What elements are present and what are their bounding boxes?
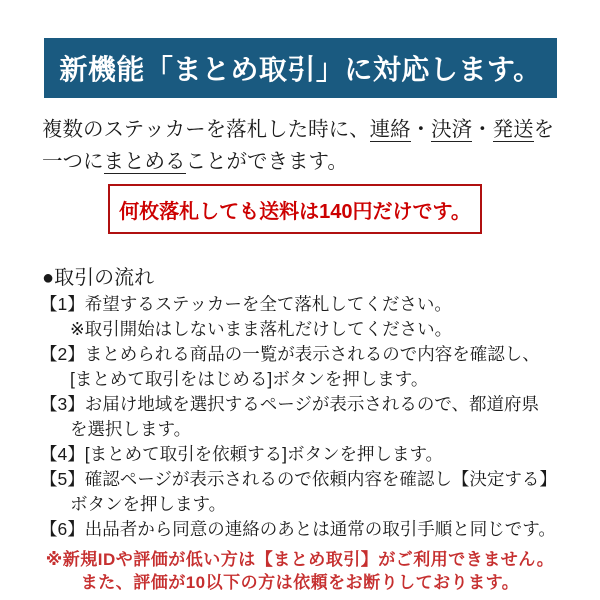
text-segment: 複数のステッカーを落札した時に、 bbox=[42, 118, 370, 141]
flow-step-line: 【6】出品者から同意の連絡のあとは通常の取引手順と同じです。 bbox=[40, 519, 556, 539]
text-segment: ・ bbox=[410, 118, 432, 141]
underlined-text: 連絡 bbox=[369, 118, 411, 141]
flow-step-line: ※取引開始はしないまま落札だけしてください。 bbox=[70, 319, 453, 339]
text-segment: ・ bbox=[472, 118, 493, 141]
notice-page bbox=[0, 38, 600, 600]
underlined-text: 決済 bbox=[431, 118, 473, 141]
restriction-note bbox=[0, 549, 600, 594]
note-line-2: また、評価が10以下の方は依頼をお断りしております。 bbox=[80, 572, 520, 592]
underlined-text: まとめる bbox=[103, 150, 186, 173]
shipping-fee-box bbox=[108, 184, 482, 234]
banner-title: 新機能「まとめ取引」に対応します。 bbox=[59, 54, 542, 85]
flow-step-line: 【2】まとめられる商品の一覧が表示されるので内容を確認し、 bbox=[40, 344, 540, 364]
note-line-1: ※新規IDや評価が低い方は【まとめ取引】がご利用できません。 bbox=[45, 550, 555, 569]
header-banner bbox=[44, 38, 557, 98]
intro-paragraph bbox=[42, 114, 600, 178]
intro-line-1 bbox=[42, 114, 600, 146]
shipping-fee-text: 何枚落札しても送料は140円だけです。 bbox=[119, 200, 471, 223]
underlined-text: 発送 bbox=[492, 118, 534, 141]
flow-steps bbox=[0, 292, 600, 542]
flow-step-line: 【4】[まとめて取引を依頼する]ボタンを押します。 bbox=[40, 444, 444, 464]
text-segment: を bbox=[533, 118, 555, 141]
flow-step-line: を選択します。 bbox=[70, 419, 192, 439]
flow-step-line: 【5】確認ページが表示されるので依頼内容を確認し【決定する】 bbox=[40, 469, 557, 489]
text-segment: 一つに bbox=[42, 150, 104, 173]
flow-heading: ●取引の流れ bbox=[42, 267, 155, 289]
flow-step-line: [まとめて取引をはじめる]ボタンを押します。 bbox=[70, 369, 429, 389]
text-segment: ことができます。 bbox=[185, 150, 348, 173]
flow-step-line: 【3】お届け地域を選択するページが表示されるので、都道府県 bbox=[40, 394, 540, 414]
flow-step-line: ボタンを押します。 bbox=[70, 494, 227, 514]
flow-step-line: 【1】希望するステッカーを全て落札してください。 bbox=[40, 294, 452, 314]
intro-line-2 bbox=[42, 146, 600, 178]
